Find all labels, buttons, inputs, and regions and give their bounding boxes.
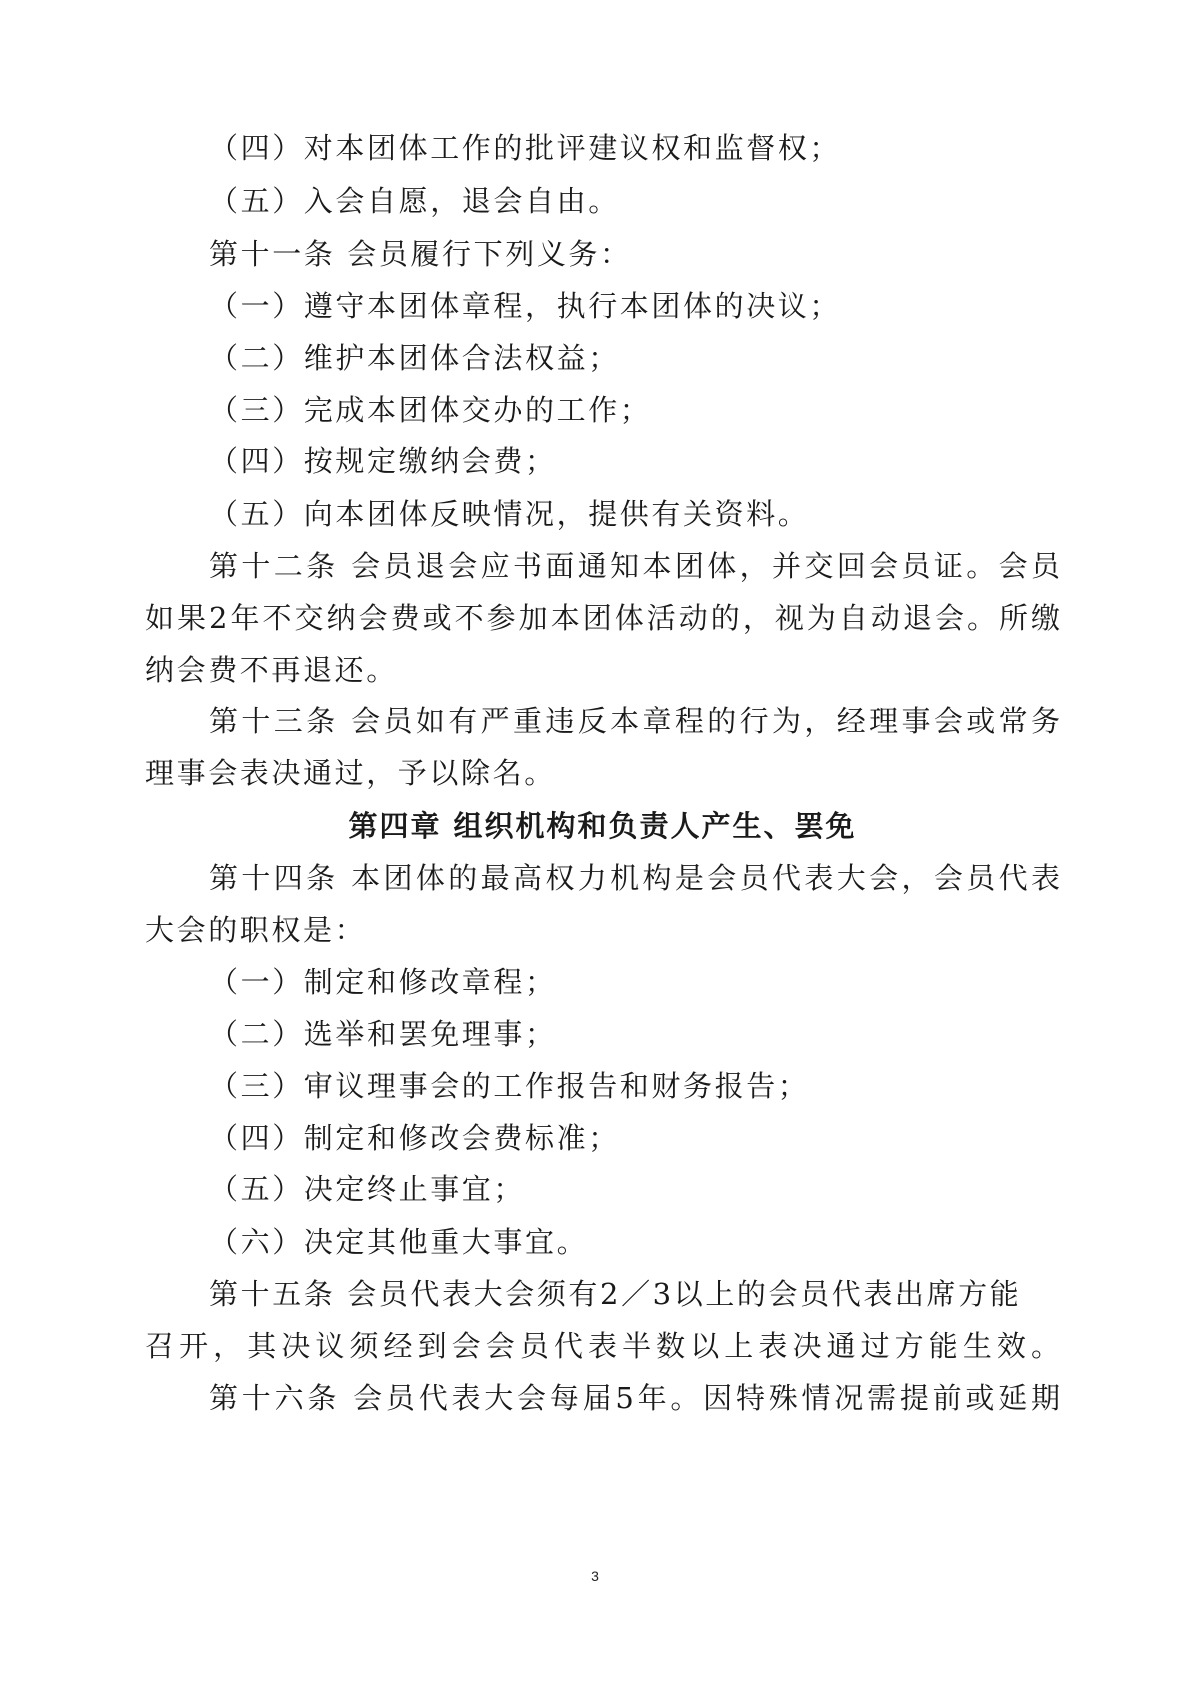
duty-item-4: （四）按规定缴纳会费；: [209, 444, 557, 478]
article-15-line-2: 召开，其决议须经到会会员代表半数以上表决通过方能生效。: [145, 1329, 1060, 1363]
article-12-line-1: 第十二条 会员退会应书面通知本团体，并交回会员证。会员: [209, 549, 1060, 583]
duty-item-3: （三）完成本团体交办的工作；: [209, 393, 652, 427]
duty-item-5: （五）向本团体反映情况，提供有关资料。: [209, 497, 810, 531]
article-15-line-1: 第十五条 会员代表大会须有2／3以上的会员代表出席方能: [209, 1277, 1022, 1311]
power-item-6: （六）决定其他重大事宜。: [209, 1225, 589, 1259]
article-12-line-2: 如果2年不交纳会费或不参加本团体活动的，视为自动退会。所缴: [145, 601, 1060, 635]
right-item-4: （四）对本团体工作的批评建议权和监督权；: [209, 131, 842, 165]
power-item-2: （二）选举和罢免理事；: [209, 1017, 557, 1051]
power-item-4: （四）制定和修改会费标准；: [209, 1121, 620, 1155]
page-number: 3: [591, 1568, 599, 1584]
power-item-5: （五）决定终止事宜；: [209, 1172, 526, 1206]
article-13-line-2: 理事会表决通过，予以除名。: [145, 756, 556, 790]
article-14-line-2: 大会的职权是：: [145, 913, 367, 947]
duty-item-2: （二）维护本团体合法权益；: [209, 341, 620, 375]
article-14-line-1: 第十四条 本团体的最高权力机构是会员代表大会，会员代表: [209, 861, 1060, 895]
article-12-line-3: 纳会费不再退还。: [145, 653, 398, 687]
right-item-5: （五）入会自愿，退会自由。: [209, 184, 620, 218]
duty-item-1: （一）遵守本团体章程，执行本团体的决议；: [209, 289, 842, 323]
chapter-4-heading: 第四章 组织机构和负责人产生、罢免: [348, 809, 857, 843]
power-item-1: （一）制定和修改章程；: [209, 965, 557, 999]
article-11-heading: 第十一条 会员履行下列义务：: [209, 237, 632, 271]
article-16-line-1: 第十六条 会员代表大会每届5年。因特殊情况需提前或延期: [209, 1381, 1060, 1415]
article-13-line-1: 第十三条 会员如有严重违反本章程的行为，经理事会或常务: [209, 704, 1060, 738]
power-item-3: （三）审议理事会的工作报告和财务报告；: [209, 1069, 810, 1103]
